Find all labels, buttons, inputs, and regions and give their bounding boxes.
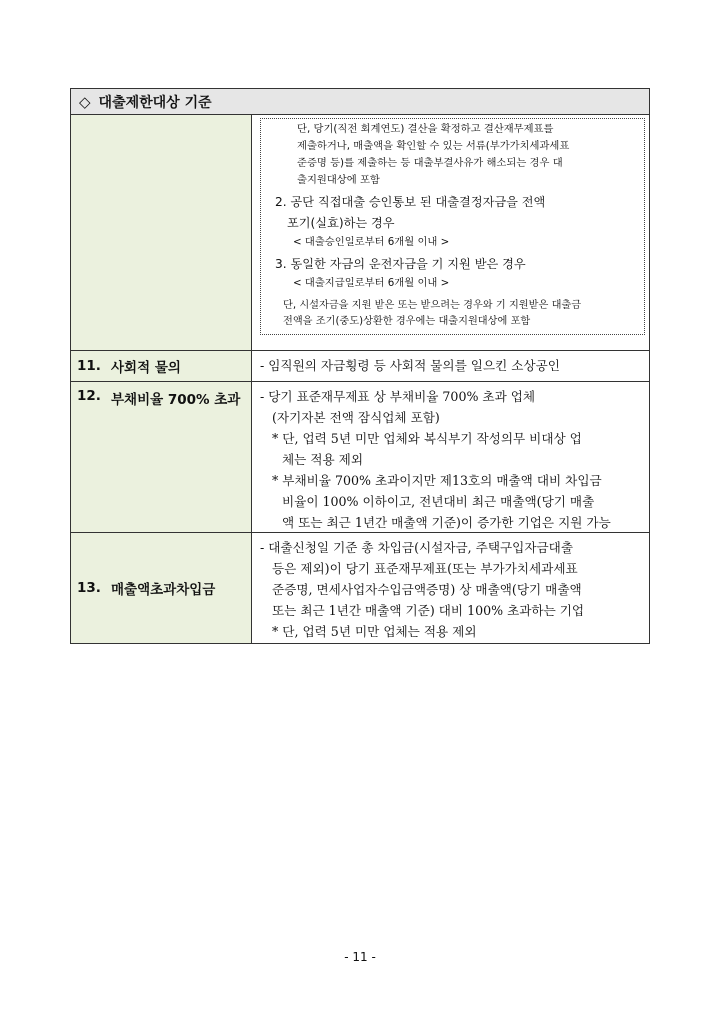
content-cell (252, 115, 649, 350)
note-line: 전액을 조기(중도)상환한 경우에는 대출지원대상에 포함 (283, 316, 531, 327)
row-label: 사회적 물의 (111, 360, 181, 376)
table-row-12 (71, 382, 649, 533)
criteria-table (70, 88, 650, 644)
intro-line: 준증명 등)를 제출하는 등 대출부결사유가 해소되는 경우 대 (297, 157, 563, 169)
label-cell (71, 382, 252, 532)
item-2-sub: < 대출승인일로부터 6개월 이내 > (293, 236, 450, 248)
item-3-sub: < 대출지급일로부터 6개월 이내 > (293, 277, 450, 289)
item-3-line: 3. 동일한 자금의 운전자금을 기 지원 받은 경우 (275, 257, 526, 271)
content-line: 액 또는 최근 1년간 매출액 기준)이 증가한 기업은 지원 가능 (282, 515, 611, 530)
content-line: - 당기 표준재무제표 상 부채비율 700% 초과 업체 (260, 389, 536, 404)
content-line: * 부채비율 700% 초과이지만 제13호의 매출액 대비 차입금 (272, 473, 602, 488)
table-row-11 (71, 351, 649, 382)
row-number: 13. (77, 580, 101, 596)
note-line: 단, 시설자금을 지원 받은 또는 받으려는 경우와 기 지원받은 대출금 (283, 300, 582, 311)
content-line: (자기자본 전액 잠식업체 포함) (272, 410, 440, 425)
intro-line: 제출하거나, 매출액을 확인할 수 있는 서류(부가가치세과세표 (297, 140, 570, 152)
item-2-line: 포기(실효)하는 경우 (287, 216, 395, 230)
row-number: 12. (77, 388, 101, 404)
content-line: * 단, 업력 5년 미만 업체는 적용 제외 (272, 624, 477, 639)
content-line: * 단, 업력 5년 미만 업체와 복식부기 작성의무 비대상 업 (272, 431, 582, 446)
content-line: 체는 적용 제외 (282, 452, 363, 467)
content-cell (252, 382, 649, 532)
label-cell (71, 351, 252, 381)
item-2-line: 2. 공단 직접대출 승인통보 된 대출결정자금을 전액 (275, 195, 546, 209)
table-title: 대출제한대상 기준 (98, 94, 212, 111)
content-line: - 임직원의 자금횡령 등 사회적 물의를 일으킨 소상공인 (260, 358, 560, 373)
intro-line: 단, 당기(직전 회계연도) 결산을 확정하고 결산재무제표를 (297, 123, 554, 135)
row-label: 부채비율 700% 초과 (111, 392, 241, 408)
table-row-13 (71, 533, 649, 643)
content-line: - 대출신청일 기준 총 차입금(시설자금, 주택구입자금대출 (260, 540, 573, 555)
row-label: 매출액초과차입금 (111, 582, 216, 598)
label-cell (71, 533, 252, 643)
label-cell-empty (71, 115, 252, 350)
continued-box (260, 118, 645, 335)
content-cell (252, 533, 649, 643)
table-header (71, 89, 649, 115)
row-number: 11. (77, 358, 101, 374)
content-line: 비율이 100% 이하이고, 전년대비 최근 매출액(당기 매출 (282, 494, 595, 509)
page-number: - 11 - (344, 950, 376, 964)
diamond-icon: ◇ (79, 92, 91, 111)
content-line: 등은 제외)이 당기 표준재무제표(또는 부가가치세과세표 (272, 561, 578, 576)
content-line: 준증명, 면세사업자수입금액증명) 상 매출액(당기 매출액 (272, 582, 582, 597)
content-cell (252, 351, 649, 381)
intro-line: 출지원대상에 포함 (297, 174, 380, 186)
table-row-continued (71, 115, 649, 351)
content-line: 또는 최근 1년간 매출액 기준) 대비 100% 초과하는 기업 (272, 603, 585, 618)
